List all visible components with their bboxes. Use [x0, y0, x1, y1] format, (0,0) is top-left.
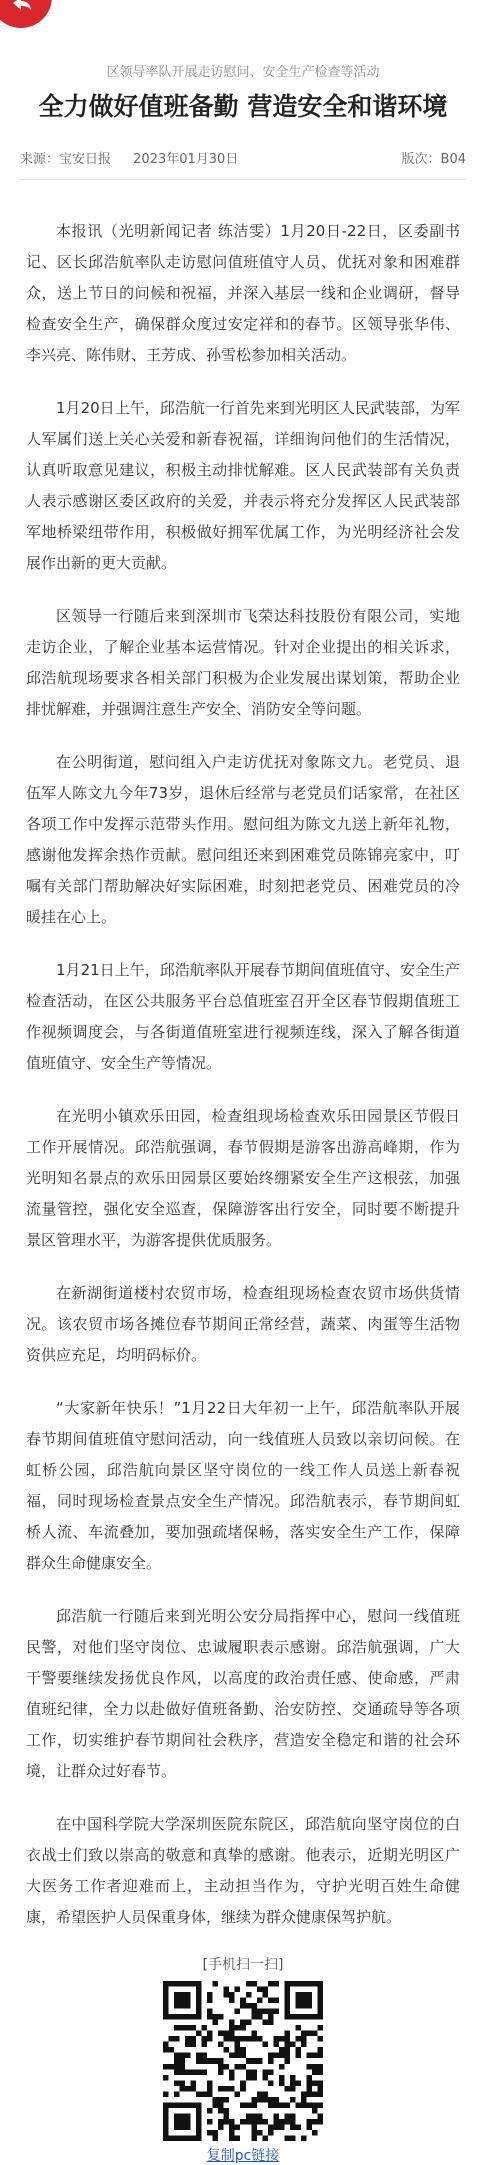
article-header — [0, 0, 486, 124]
article-paragraph: 在光明小镇欢乐田园，检查组现场检查欢乐田园景区节假日工作开展情况。邱浩航强调，春节假期是游客出游高峰期，作为光明知名景点的欢乐田园景区要始终绷紧安全生产这根弦，加强流量管控，强化安全巡查，保障游客出行安全，同时要不断提升景区管理水平，为游客提供优质服务。 — [26, 1107, 460, 1249]
qr-section — [0, 1955, 486, 2165]
article-body — [0, 216, 486, 1933]
article-paragraph: 区领导一行随后来到深圳市飞荣达科技股份有限公司，实地走访企业，了解企业基本运营情况。针对企业提出的相关诉求，邱浩航现场要求各相关部门积极为企业发展出谋划策，帮助企业排忧解难，并强调注意生产安全、消防安全等问题。 — [26, 607, 460, 718]
meta-left — [20, 148, 256, 167]
copy-pc-link[interactable]: 复制pc链接 — [206, 2148, 280, 2164]
article-paragraph: 1月21日上午，邱浩航率队开展春节期间值班值守、安全生产检查活动，在区公共服务平台总值班室召开全区春节假期值班工作视频调度会，与各街道值班室进行视频连线，深入了解各街道值班值守、安全生产等情况。 — [26, 961, 460, 1072]
article-meta — [20, 148, 466, 180]
article-paragraph: 本报讯（光明新闻记者 练洁雯）1月20日-22日，区委副书记、区长邱浩航率队走访慰问值班值守人员、优抚对象和困难群众，送上节日的问候和祝福，并深入基层一线和企业调研，督导检查安全生产，确保群众度过安定祥和的春节。区领导张华伟、李兴亮、陈伟财、王芳成、孙雪松参加相关活动。 — [26, 222, 460, 364]
article-paragraph: 在公明街道，慰问组入户走访优抚对象陈文九。老党员、退伍军人陈文九今年73岁，退休后经常与老党员们话家常，在社区各项工作中发挥示范带头作用。慰问组为陈文九送上新年礼物，感谢他发挥余热作贡献。慰问组还来到困难党员陈锦亮家中，叮嘱有关部门帮助解决好实际困难，时刻把老党员、困难党员的冷暖挂在心上。 — [26, 753, 460, 926]
qr-label: [手机扫一扫] — [202, 1957, 284, 1973]
back-arrow-icon — [7, 0, 35, 21]
qr-code-icon — [163, 1981, 323, 2141]
article-paragraph: 在新湖街道楼村农贸市场，检查组现场检查农贸市场供货情况。该农贸市场各摊位春节期间正常经营，蔬菜、肉蛋等生活物资供应充足，均明码标价。 — [26, 1284, 460, 1364]
article-paragraph: 1月20日上午，邱浩航一行首先来到光明区人民武装部，为军人军属们送上关心关爱和新春祝福，详细询问他们的生活情况，认真听取意见建议，积极主动排忧解难。区人民武装部有关负责人表示感谢区委区政府的关爱，并表示将充分发挥区人民武装部军地桥梁纽带作用，积极做好拥军优属工作，为光明经济社会发展作出新的更大贡献。 — [26, 399, 460, 572]
publish-date: 2023年01月30日 — [133, 152, 239, 167]
article-title: 全力做好值班备勤 营造安全和谐环境 — [38, 92, 448, 121]
article-paragraph: “大家新年快乐！”1月22日大年初一上午，邱浩航率队开展春节期间值班值守慰问活动，向一线值班人员致以亲切问候。在虹桥公园，邱浩航向景区坚守岗位的一线工作人员送上新春祝福，同时现场检查景点安全生产情况。邱浩航表示，春节期间虹桥人流、车流叠加，要加强疏堵保畅，落实安全生产工作，保障群众生命健康安全。 — [26, 1399, 460, 1572]
article-paragraph: 邱浩航一行随后来到光明公安分局指挥中心，慰问一线值班民警，对他们坚守岗位、忠诚履职表示感谢。邱浩航强调，广大干警要继续发扬优良作风，以高度的政治责任感、使命感，严肃值班纪律，全力以赴做好值班备勤、治安防控、交通疏导等各项工作，切实维护春节期间社会秩序，营造安全稳定和谐的社会环境，让群众过好春节。 — [26, 1607, 460, 1780]
edition-label: 版次：B04 — [401, 152, 466, 167]
source-label: 来源：宝安日报 — [20, 152, 112, 167]
article-subtitle: 区领导率队开展走访慰问、安全生产检查等活动 — [106, 65, 380, 80]
article-paragraph: 在中国科学院大学深圳医院东院区，邱浩航向坚守岗位的白衣战士们致以崇高的敬意和真挚的感谢。他表示，近期光明区广大医务工作者迎难而上，主动担当作为，守护光明百姓生命健康，希望医护人员保重身体，继续为群众健康保驾护航。 — [26, 1815, 460, 1926]
